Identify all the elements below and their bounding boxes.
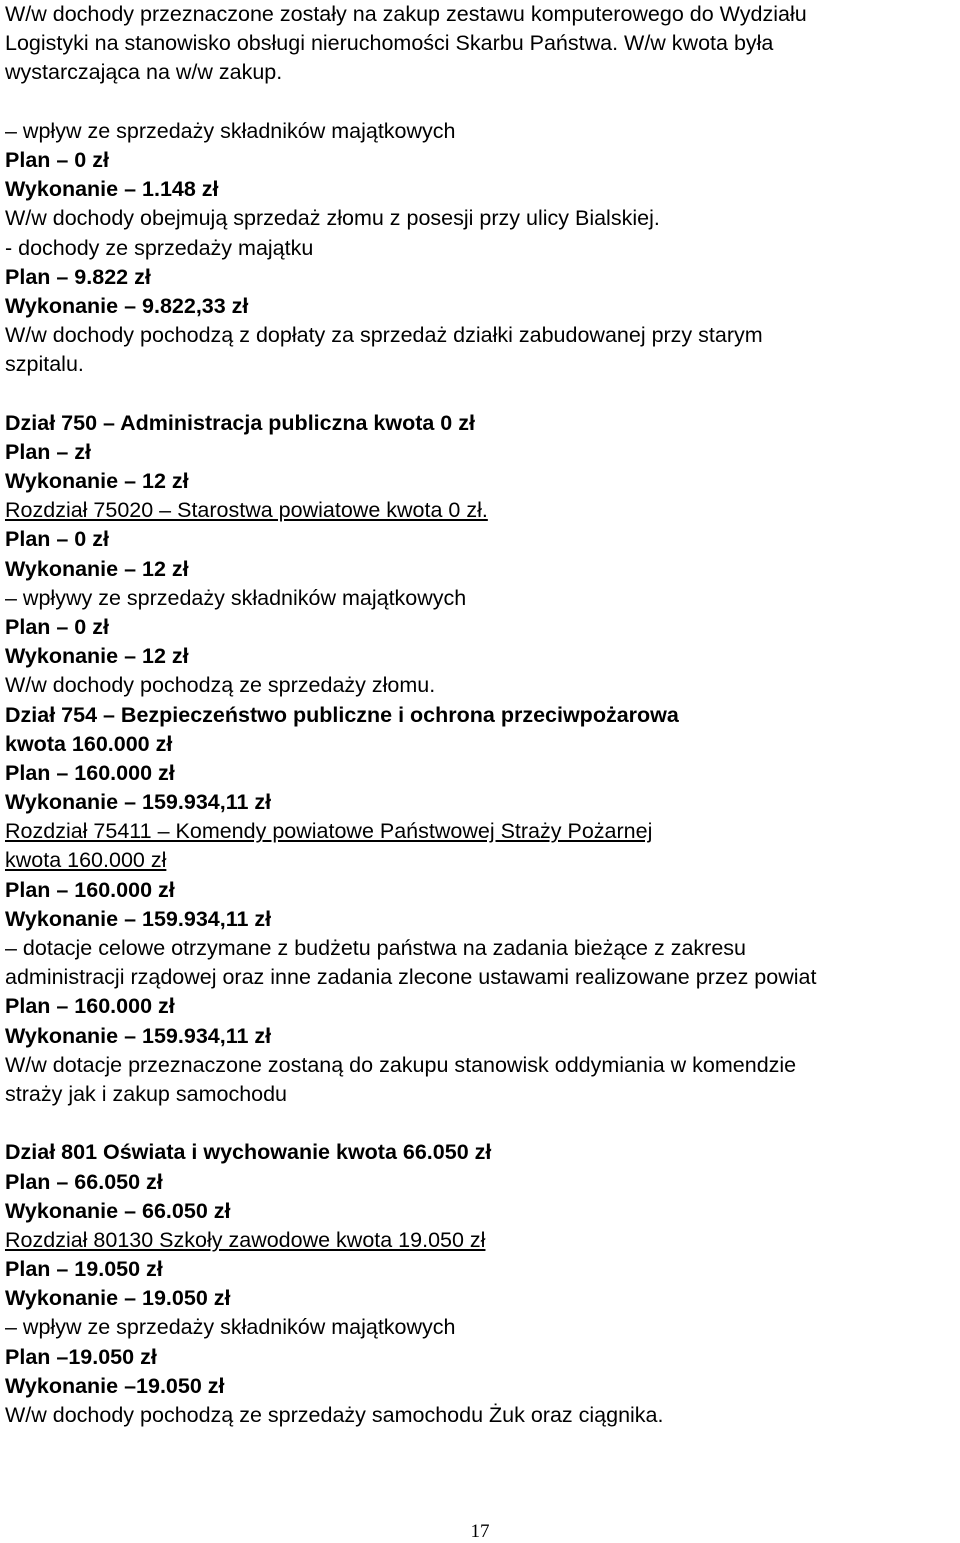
section-heading-754: Dział 754 – Bezpieczeństwo publiczne i ochrona przeciwpożarowa: [5, 702, 679, 727]
item-heading: – wpływy ze sprzedaży składników majątkowych: [5, 585, 467, 610]
plan-line: Plan – 160.000 zł: [5, 760, 175, 785]
plan-line: Plan – 0 zł: [5, 527, 109, 552]
blank-line: [5, 379, 960, 408]
section-amount: kwota 160.000 zł: [5, 731, 173, 756]
plan-line: Plan – 0 zł: [5, 147, 109, 172]
plan-line: Plan – zł: [5, 439, 92, 464]
plan-line: Plan – 9.822 zł: [5, 264, 151, 289]
section-heading-801: Dział 801 Oświata i wychowanie kwota 66.050 zł: [5, 1140, 492, 1165]
paragraph-line: W/w dochody pochodzą z dopłaty za sprzedaż działki zabudowanej przy starym: [5, 323, 763, 348]
page-number: 17: [470, 1521, 490, 1542]
execution-line: Wykonanie – 159.934,11 zł: [5, 790, 272, 815]
item-heading: – dotacje celowe otrzymane z budżetu państwa na zadania bieżące z zakresu: [5, 936, 746, 960]
chapter-amount: kwota 160.000 zł: [5, 848, 167, 873]
paragraph-line: straży jak i zakup samochodu: [5, 1081, 288, 1106]
execution-line: Wykonanie – 159.934,11 zł: [5, 906, 272, 931]
paragraph-line: W/w dochody przeznaczone zostały na zakup zestawu komputerowego do Wydziału: [5, 2, 807, 26]
paragraph-line: W/w dochody pochodzą ze sprzedaży samochodu Żuk oraz ciągnika.: [5, 1403, 664, 1427]
plan-line: Plan –19.050 zł: [5, 1344, 157, 1369]
execution-line: Wykonanie – 66.050 zł: [5, 1198, 231, 1223]
execution-line: Wykonanie – 12 zł: [5, 469, 189, 493]
chapter-heading-75020: Rozdział 75020 – Starostwa powiatowe kwota 0 zł.: [5, 498, 488, 523]
paragraph-line: wystarczająca na w/w zakup.: [5, 60, 283, 85]
blank-line: [5, 1109, 960, 1138]
execution-line: Wykonanie – 159.934,11 zł: [5, 1023, 272, 1048]
plan-line: Plan – 66.050 zł: [5, 1169, 163, 1194]
plan-line: Plan – 19.050 zł: [5, 1257, 163, 1282]
item-heading: – wpływ ze sprzedaży składników majątkowych: [5, 1315, 456, 1340]
execution-line: Wykonanie – 12 zł: [5, 556, 189, 581]
section-heading-750: Dział 750 – Administracja publiczna kwota 0 zł: [5, 410, 475, 435]
plan-line: Plan – 160.000 zł: [5, 877, 175, 902]
paragraph-line: Logistyki na stanowisko obsługi nieruchomości Skarbu Państwa. W/w kwota była: [5, 31, 774, 56]
chapter-heading-75411: Rozdział 75411 – Komendy powiatowe Państwowej Straży Pożarnej: [5, 819, 653, 844]
item-heading-continued: administracji rządowej oraz inne zadania zlecone ustawami realizowane przez powiat: [5, 965, 817, 990]
blank-line: [5, 88, 960, 117]
execution-line: Wykonanie –19.050 zł: [5, 1373, 225, 1398]
document-body: [5, 0, 960, 1430]
item-heading: – wpływ ze sprzedaży składników majątkowych: [5, 118, 456, 143]
paragraph-line: W/w dochody obejmują sprzedaż złomu z posesji przy ulicy Bialskiej.: [5, 206, 660, 231]
paragraph-line: W/w dotacje przeznaczone zostaną do zakupu stanowisk oddymiania w komendzie: [5, 1052, 797, 1077]
item-heading: - dochody ze sprzedaży majątku: [5, 235, 314, 260]
plan-line: Plan – 160.000 zł: [5, 994, 175, 1019]
execution-line: Wykonanie – 9.822,33 zł: [5, 293, 249, 318]
chapter-heading-80130: Rozdział 80130 Szkoły zawodowe kwota 19.050 zł: [5, 1227, 486, 1252]
paragraph-line: W/w dochody pochodzą ze sprzedaży złomu.: [5, 673, 436, 698]
paragraph-line: szpitalu.: [5, 352, 84, 377]
plan-line: Plan – 0 zł: [5, 614, 109, 639]
execution-line: Wykonanie – 12 zł: [5, 644, 189, 669]
execution-line: Wykonanie – 19.050 zł: [5, 1286, 231, 1311]
execution-line: Wykonanie – 1.148 zł: [5, 177, 219, 202]
